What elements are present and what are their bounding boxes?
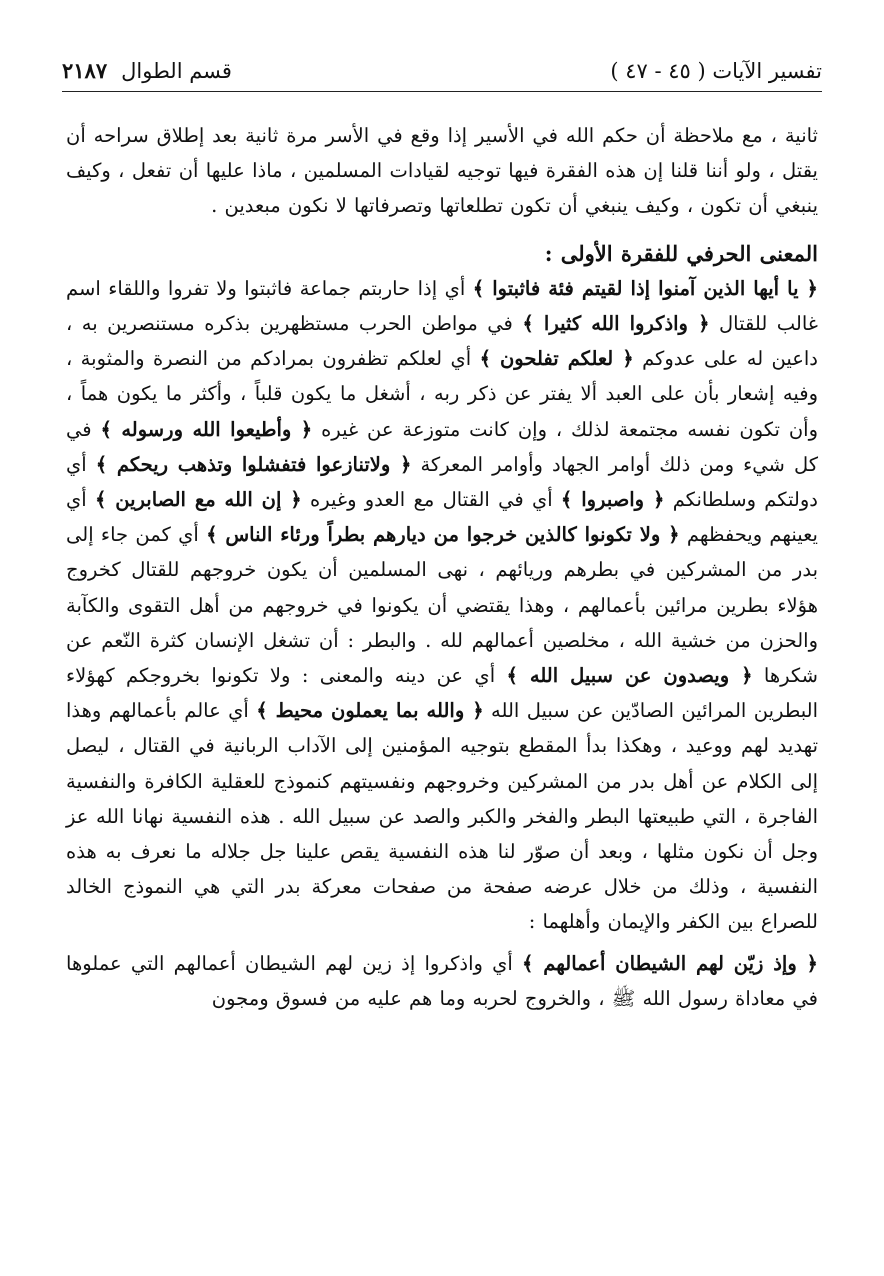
quran-verse: ﴿ ويصدون عن سبيل الله ﴾ <box>506 664 753 688</box>
running-header <box>62 52 822 92</box>
commentary-text: أي عن دينه والمعنى : ولا تكونوا بخروجكم كهؤلاء البطرين المرائين الصادّين عن سبيل الله <box>66 664 818 723</box>
quran-verse: ﴿ إن الله مع الصابرين ﴾ <box>94 488 302 512</box>
quran-verse: ﴿ ولاتنازعوا فتفشلوا وتذهب ريحكم ﴾ <box>95 452 412 476</box>
quran-verse: ﴿ وأطيعوا الله ورسوله ﴾ <box>100 417 313 441</box>
intro-paragraph: ثانية ، مع ملاحظة أن حكم الله في الأسير إذا وقع في الأسر مرة ثانية بعد إطلاق سراحه أن يقتل ، ولو أننا قلنا إن هذه الفقرة فيها توجيه لقيادات المسلمين ، ماذا عليها أن تفعل ، وكيف ينبغي أن تكون ، وكيف ينبغي أن تكون تطلعاتها وتصرفاتها لا نكون مبعدين . <box>66 124 818 218</box>
section-heading: المعنى الحرفي للفقرة الأولى : <box>544 240 818 266</box>
commentary-text: أي في القتال مع العدو وغيره <box>301 488 561 512</box>
header-section: قسم الطوال <box>121 58 232 83</box>
page-number: ٢١٨٧ <box>62 58 108 83</box>
quran-verse: ﴿ يا أيها الذين آمنوا إذا لقيتم فئة فاثبتوا ﴾ <box>472 276 818 300</box>
commentary-text: أي واذكروا إذ زين لهم الشيطان أعمالهم التي عملوها في معاداة رسول الله ﷺ ، والخروج لحربه وما هم عليه من فسوق ومجون <box>66 951 818 1010</box>
quran-verse: ﴿ لعلكم تفلحون ﴾ <box>479 347 634 371</box>
commentary-paragraph <box>66 946 818 1016</box>
quran-verse: ﴿ واذكروا الله كثيرا ﴾ <box>522 312 710 336</box>
quran-verse: ﴿ والله بما يعملون محيط ﴾ <box>256 699 484 723</box>
header-left-group <box>62 58 232 83</box>
page-body <box>66 118 818 1016</box>
commentary-text: أي دولتكم وسلطانكم <box>66 452 818 512</box>
commentary-text: أي عالم بأعمالهم وهذا تهديد لهم ووعيد ، وهكذا بدأ المقطع بتوجيه المؤمنين إلى الآداب الربانية في القتال ، ليصل إلى الكلام عن أهل بدر من المشركين وخروجهم ونفسيتهم كنموذج للعقلية الكافرة والنفسية الفاجرة ، التي طبيعتها البطر والفخر والكبر والصد عن سبيل الله . هذه النفسية نهانا الله عز وجل أن نكون مثلها ، وبعد أن صوّر لنا هذه النفسية يقص علينا جل جلاله ما نعرف به هذه النفسية ، وذلك من خلال عرضه صفحة من صفحات معركة بدر التي هي النموذج الخالد للصراع بين الكفر والإيمان وأهلهما : <box>66 699 818 934</box>
quran-verse: ﴿ واصبروا ﴾ <box>560 488 665 512</box>
commentary-text: أي كمن جاء إلى بدر من المشركين في بطرهم وريائهم ، نهى المسلمين أن يكون خروجهم للقتال كخروج هؤلاء بطرين مرائين بأعمالهم ، وهذا يقتضي أن يكونوا في خروجهم من أهل التقوى والكآبة والحزن من خشية الله ، مخلصين أعمالهم لله . والبطر : أن تشغل الإنسان كثرة النّعم عن شكرها <box>66 523 818 688</box>
commentary-text: في مواطن الحرب مستظهرين بذكره مستنصرين به ، داعين له على عدوكم <box>66 312 818 371</box>
quran-verse: ﴿ ولا تكونوا كالذين خرجوا من ديارهم بطراً ورئاء الناس ﴾ <box>206 523 680 547</box>
commentary-paragraph <box>66 271 818 940</box>
commentary-text: أي لعلكم تظفرون بمرادكم من النصرة والمثوبة ، وفيه إشعار بأن على العبد ألا يفتر عن ذكر ربه ، أشغل ما يكون قلباً ، وأكثر ما يكون هماً ، وأن تكون نفسه مجتمعة لذلك ، وإن كانت متوزعة عن غيره <box>66 347 819 441</box>
quran-verse: ﴿ وإذ زيّن لهم الشيطان أعمالهم ﴾ <box>522 951 818 975</box>
commentary-text: في كل شيء ومن ذلك أوامر الجهاد وأوامر المعركة <box>66 417 819 476</box>
commentary-text: أي يعينهم ويحفظهم <box>66 488 818 547</box>
header-title: تفسير الآيات ( ٤٥ - ٤٧ ) <box>610 58 822 83</box>
commentary-text: أي إذا حاربتم جماعة فاثبتوا ولا تفروا واللقاء اسم غالب للقتال <box>66 276 818 336</box>
